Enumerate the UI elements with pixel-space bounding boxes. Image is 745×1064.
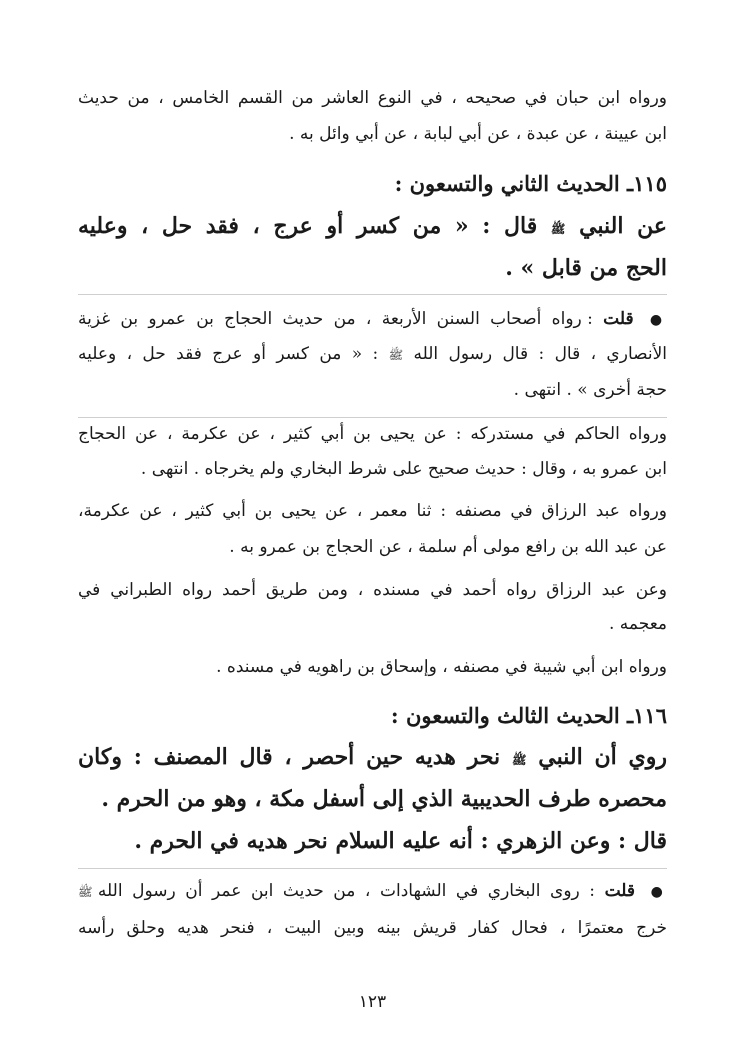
hadith-text: نحر هديه حين أحصر ، قال المصنف : وكان xyxy=(78,744,501,770)
text-line: ورواه ابن حبان في صحيحه ، في النوع العاشر من القسم الخامس ، من حديث xyxy=(78,88,667,108)
commentary-line: ورواه ابن أبي شيبة في مصنفه ، وإسحاق بن راهويه في مسنده . xyxy=(216,657,667,677)
qult-label: قلت xyxy=(604,881,636,901)
hadith-heading: ١١٥ـ الحديث الثاني والتسعون : xyxy=(394,171,667,196)
hadith-text: قال : « من كسر أو عرج ، فقد حل ، وعليه xyxy=(78,213,538,239)
qult-label: قلت xyxy=(603,309,634,329)
pbuh-ligature: ﷺ xyxy=(550,222,566,236)
commentary-line: حجة أخرى » . انتهى . xyxy=(513,380,667,400)
hadith-heading: ١١٦ـ الحديث الثالث والتسعون : xyxy=(390,703,667,728)
commentary-line: ورواه الحاكم في مستدركه : عن يحيى بن أبي كثير ، عن عكرمة ، عن الحجاج xyxy=(78,424,667,444)
divider xyxy=(78,294,667,295)
hadith-text-line xyxy=(78,215,667,237)
divider xyxy=(78,417,667,418)
divider xyxy=(78,868,667,869)
commentary-line: عن عبد الله بن رافع مولى أم سلمة ، عن الحجاج بن عمرو به . xyxy=(229,537,667,557)
hadith-text: عن النبي xyxy=(579,213,668,239)
commentary-line: ابن عمرو به ، وقال : حديث صحيح على شرط البخاري ولم يخرجاه . انتهى . xyxy=(140,459,667,479)
commentary-line: معجمه . xyxy=(608,614,667,634)
hadith-text-line: قال : وعن الزهري : أنه عليه السلام نحر هديه في الحرم . xyxy=(134,828,667,854)
hadith-text-line xyxy=(78,746,667,768)
pbuh-ligature: ﷺ xyxy=(388,348,404,362)
bullet-icon: ● xyxy=(649,312,668,328)
commentary-line: ورواه عبد الرزاق في مصنفه : ثنا معمر ، عن يحيى بن أبي كثير ، عن عكرمة، xyxy=(78,501,667,521)
commentary-text: : روى البخاري في الشهادات ، من حديث ابن عمر أن رسول الله xyxy=(97,881,596,901)
book-page xyxy=(78,0,667,1064)
commentary-line xyxy=(78,883,667,900)
commentary-text: الأنصاري ، قال : قال رسول الله xyxy=(413,344,668,364)
hadith-text-line: محصره طرف الحديبية الذي إلى أسفل مكة ، وهو من الحرم . xyxy=(101,786,667,812)
pbuh-ligature: ﷺ xyxy=(78,885,93,899)
text-line: ابن عيينة ، عن عبدة ، عن أبي لبابة ، عن أبي وائل به . xyxy=(289,124,667,144)
commentary-text: : رواه أصحاب السنن الأربعة ، من حديث الحجاج بن عمرو بن غزية xyxy=(78,309,593,329)
bullet-icon: ● xyxy=(650,884,667,900)
hadith-text: روي أن النبي xyxy=(538,744,667,770)
page-number: ١٢٣ xyxy=(358,992,387,1012)
commentary-line: وعن عبد الرزاق رواه أحمد في مسنده ، ومن طريق أحمد رواه الطبراني في xyxy=(78,580,667,600)
pbuh-ligature: ﷺ xyxy=(511,753,527,767)
hadith-text-line: الحج من قابل » . xyxy=(505,255,667,281)
commentary-line xyxy=(78,346,667,363)
commentary-text: : « من كسر أو عرج فقد حل ، وعليه xyxy=(78,344,379,364)
commentary-line xyxy=(78,311,667,328)
commentary-line: خرج معتمرًا ، فحال كفار قريش بينه وبين البيت ، فنحر هديه وحلق رأسه xyxy=(78,918,667,938)
